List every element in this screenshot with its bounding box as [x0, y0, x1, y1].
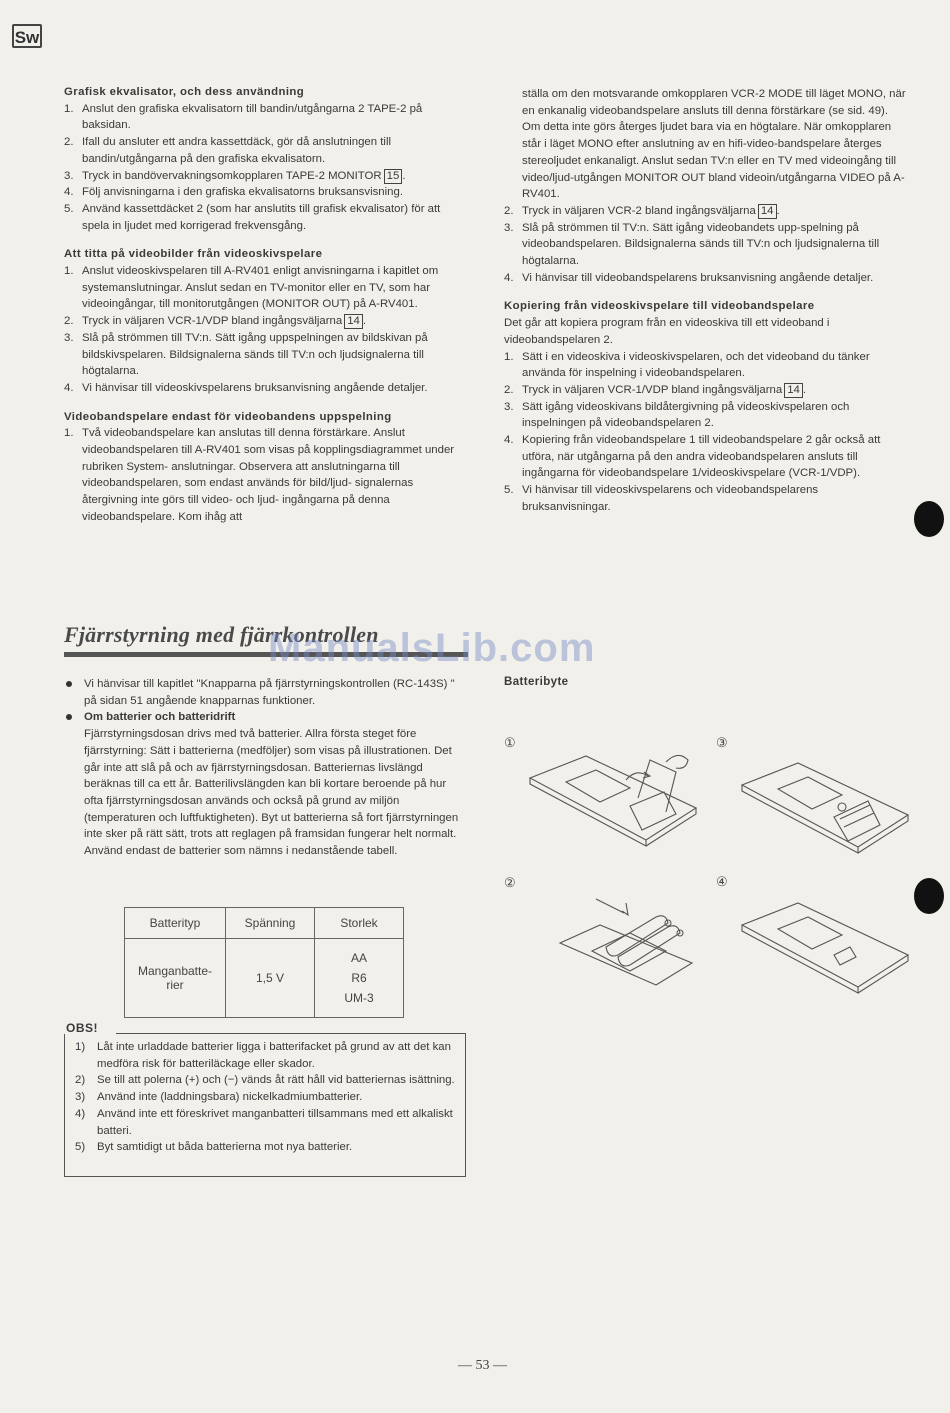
- bullet-item: [64, 709, 468, 859]
- item-text: Följ anvisningarna i den grafiska ekvalisatorns bruksansvisning.: [82, 186, 404, 199]
- numbered-list: [504, 349, 906, 516]
- item-number: 2): [75, 1074, 86, 1087]
- continuation-text: ställa om den motsvarande omkopplaren VCR-2 MODE till läget MONO, när en enkanalig videobandspelare ansluts till denna förstärkare (se sid. 49). Om detta inte görs återges ljudet bara via en högtalare. När omkopplaren står i läget MONO efter anslutning av en hifi-video-bandspelare återges stereoljudet enkanaligt. Anslut sedan TV:n eller en TV med videoingång till video/ljud-utgången MONITOR OUT bland videoin/utgångarna VIDEO på A-RV401.: [522, 88, 906, 201]
- control-number-box: 14: [758, 204, 777, 219]
- table-header: Spänning: [226, 908, 315, 939]
- item-text-end: .: [776, 204, 780, 217]
- step-label: ②: [504, 875, 516, 890]
- list-item: [504, 399, 906, 432]
- item-text: Tryck in väljaren VCR-1/VDP bland ingångsväljarna: [522, 383, 783, 396]
- item-number: 4.: [504, 434, 514, 447]
- size-value: UM-3: [344, 991, 374, 1005]
- bullet-item: [64, 676, 468, 709]
- section-title: Att titta på videobilder från videoskivspelare: [64, 248, 323, 261]
- item-text: Använd inte ett föreskrivet manganbatteri tillsammans med ett alkaliskt batteri.: [97, 1107, 453, 1137]
- language-badge: Sw: [12, 24, 42, 48]
- list-item: [64, 380, 468, 397]
- item-text: Använd kassettdäcket 2 (som har anslutits till grafisk ekvalisator) för att spela in ljudet med korrigerad frekvensgång.: [82, 202, 441, 232]
- battery-table: [124, 907, 404, 1018]
- step-label: ①: [504, 735, 516, 750]
- remote-bullets: [64, 676, 468, 860]
- bullet-title: Om batterier och batteridrift: [84, 711, 236, 724]
- item-number: 5.: [64, 202, 74, 215]
- list-item: [64, 134, 468, 167]
- item-number: 5): [75, 1141, 86, 1154]
- control-number-box: 15: [384, 169, 403, 184]
- item-text: Se till att polerna (+) och (−) vänds åt rätt håll vid batteriernas isättning.: [97, 1074, 455, 1087]
- page-number: — 53 —: [458, 1358, 507, 1373]
- list-item: [64, 425, 468, 525]
- item-number: 1.: [64, 102, 74, 115]
- watermark: ManualsLib.com: [268, 626, 596, 670]
- section-title: Kopiering från videoskivspelare till videobandspelare: [504, 300, 815, 313]
- item-text: Låt inte urladdade batterier ligga i batterifacket på grund av att det kan medföra risk för batteriläckage eller skador.: [97, 1041, 451, 1070]
- item-text: Sätt igång videoskivans bildåtergivning på videoskivspelaren och inspelningen på videobandspelaren 2.: [522, 400, 850, 430]
- step-label: ③: [716, 735, 728, 750]
- list-item: [504, 349, 906, 382]
- list-item: [504, 203, 906, 220]
- list-item: [504, 432, 906, 482]
- bullet-icon: [66, 714, 72, 720]
- bullet-text: Vi hänvisar till kapitlet "Knapparna på fjärrstyrningskontrollen (RC-143S) " på sidan 51 angående knapparnas funktioner.: [84, 678, 455, 707]
- item-number: 1.: [64, 427, 74, 440]
- item-number: 2.: [64, 136, 74, 149]
- item-text: Anslut den grafiska ekvalisatorn till bandin/utgångarna 2 TAPE-2 på baksidan.: [82, 102, 423, 132]
- item-text: Vi hänvisar till videobandspelarens bruksanvisning angående detaljer.: [522, 271, 874, 284]
- item-number: 2.: [504, 204, 514, 217]
- right-column: [504, 86, 906, 528]
- section-graphic-equalizer: [64, 84, 468, 234]
- battery-change-title: Batteribyte: [504, 676, 569, 688]
- size-value: R6: [351, 971, 367, 985]
- table-cell-voltage: 1,5 V: [226, 939, 315, 1018]
- binder-hole: [914, 878, 944, 914]
- item-text: Två videobandspelare kan anslutas till denna förstärkare. Anslut videobandspelaren till A-RV401 som visas på kopplingsdiagrammet under rubriken System- anslutningar. Observera att anslutningarna till videobandspelaren, som endast används för bild/ljud- signalernas återgivning inte görs till video- och ljud- ingångarna på denna videobandspelare. Kom ihåg att: [82, 427, 455, 523]
- numbered-list: [64, 101, 468, 235]
- item-text: Sätt i en videoskiva i videoskivspelaren, och det videoband du tänker använda för inspelning i videobandspelaren.: [522, 350, 870, 380]
- obs-label: OBS!: [66, 1021, 98, 1035]
- item-text: Ifall du ansluter ett andra kassettdäck, gör då anslutningen till bandin/utgångarna på den grafiska ekvalisatorn.: [82, 136, 391, 165]
- item-number: 3.: [64, 169, 74, 182]
- list-item: [64, 313, 468, 330]
- remote-heading: Fjärrstyrning med fjärrkontrollen: [64, 622, 379, 647]
- item-text: Kopiering från videobandspelare 1 till videobandspelare 2 går också att utföra, när utgångarna på den andra videobandspelaren ansluts till ingångarna för videobandspelare 1/videoskivspelare (VCR-1/VDP).: [522, 434, 881, 480]
- item-number: 3.: [64, 331, 74, 344]
- section-vcr-playback: [64, 409, 468, 526]
- item-number: 2.: [504, 383, 514, 396]
- item-text: Tryck in väljaren VCR-2 bland ingångsväljarna: [522, 204, 756, 217]
- item-number: 3.: [504, 400, 514, 413]
- obs-item: [75, 1039, 455, 1072]
- item-number: 1.: [64, 265, 74, 278]
- list-item: [504, 220, 906, 270]
- item-text: Slå på strömmen till TV:n. Sätt igång uppspelningen av bildskivan på bildskivspelaren. Bildsignalerna sänds till TV:n och ljudsignalerna till högtalarna.: [82, 331, 428, 378]
- item-number: 5.: [504, 484, 514, 497]
- item-number: 3): [75, 1091, 86, 1104]
- list-item: [64, 330, 468, 380]
- item-text: Använd inte (laddningsbara) nickelkadmiumbatterier.: [97, 1091, 363, 1104]
- item-number: 4): [75, 1107, 86, 1120]
- item-text: Tryck in väljaren VCR-1/VDP bland ingångsväljarna: [82, 315, 343, 328]
- bullet-text: Fjärrstyrningsdosan drivs med två batterier. Allra första steget före fjärrstyrning: Sätt i batterierna (medföljer) som visas på illustrationen. Det går inte att slå på och av fjärrstyrningsdosan. Batteriernas livslängd beräknas till ca ett år. Batterilivslängden kan bli kortare beroende på hur ofta fjärrstyrningsdosan används och också på grund av miljön (temperaturen och luftfuktigheten). Byt ut batterierna så fort fjärrstyrningen inte sker på rätt sätt, trots att reglagen på framsidan fungerar helt normalt. Använd endast de batterier som nämns i nedanstående tabell.: [84, 728, 459, 858]
- item-number: 3.: [504, 221, 514, 234]
- item-text-end: .: [402, 169, 406, 182]
- step-label: ④: [716, 874, 728, 889]
- item-text: Vi hänvisar till videoskivspelarens och videobandspelarens bruksanvisningar.: [522, 484, 819, 513]
- item-number: 2.: [64, 315, 74, 328]
- section-videodisc: [64, 246, 468, 396]
- obs-item: [75, 1089, 455, 1106]
- item-text: Tryck in bandövervakningsomkopplaren TAPE-2 MONITOR: [82, 169, 382, 182]
- section-copy: [504, 298, 906, 515]
- list-item: [64, 101, 468, 134]
- control-number-box: 14: [344, 314, 363, 329]
- item-text: Vi hänvisar till videoskivspelarens bruksanvisning angående detaljer.: [82, 381, 428, 394]
- illustration-step-2: [556, 893, 696, 995]
- obs-box: [64, 1034, 466, 1177]
- item-text-end: .: [362, 315, 367, 328]
- illustration-step-1: [526, 748, 702, 848]
- table-header: Storlek: [315, 908, 404, 939]
- list-item: [504, 382, 906, 399]
- item-number: 1): [75, 1041, 86, 1053]
- obs-item: [75, 1106, 455, 1139]
- section-title: Grafisk ekvalisator, och dess användning: [64, 86, 305, 98]
- obs-item: [75, 1072, 455, 1089]
- item-text: Anslut videoskivspelaren till A-RV401 enligt anvisningarna i kapitlet om systemanslutningar. Anslut sedan en TV-monitor eller en TV, som har videoingångar, till monitorutgången (MONITOR OUT) på A-RV401.: [82, 265, 439, 311]
- bullet-icon: [66, 681, 72, 687]
- numbered-list: [64, 263, 468, 397]
- item-text-end: .: [802, 383, 807, 396]
- item-number: 4.: [64, 381, 74, 394]
- obs-item: [75, 1139, 455, 1156]
- item-number: 1.: [504, 350, 514, 363]
- left-column: [64, 84, 468, 538]
- table-header: Batterityp: [125, 908, 226, 939]
- table-cell-type: Manganbatte-rier: [125, 939, 226, 1018]
- binder-hole: [914, 501, 944, 537]
- item-number: 4.: [504, 271, 514, 284]
- numbered-list: [64, 425, 468, 525]
- list-item: [64, 168, 468, 185]
- illustration-step-3: [738, 755, 914, 855]
- table-cell-size: [315, 939, 404, 1018]
- list-item: [64, 201, 468, 234]
- list-item: [504, 482, 906, 515]
- list-item: [504, 270, 906, 287]
- illustration-step-4: [738, 895, 914, 995]
- list-item: [64, 184, 468, 201]
- item-text: Slå på strömmen til TV:n. Sätt igång videobandets upp-spelning på videobandspelaren. Bildsignalerna sänds till TV:n och ljudsignalerna till högtalarna.: [522, 221, 880, 268]
- section-intro: Det går att kopiera program från en videoskiva till ett videoband i videobandspelaren 2.: [504, 317, 830, 346]
- control-number-box: 14: [784, 383, 803, 398]
- list-item: [64, 263, 468, 313]
- item-text: Byt samtidigt ut båda batterierna mot nya batterier.: [97, 1141, 353, 1154]
- item-number: 4.: [64, 186, 74, 199]
- numbered-list: [504, 203, 906, 287]
- size-value: AA: [350, 951, 367, 965]
- section-title: Videobandspelare endast för videobandens uppspelning: [64, 410, 392, 423]
